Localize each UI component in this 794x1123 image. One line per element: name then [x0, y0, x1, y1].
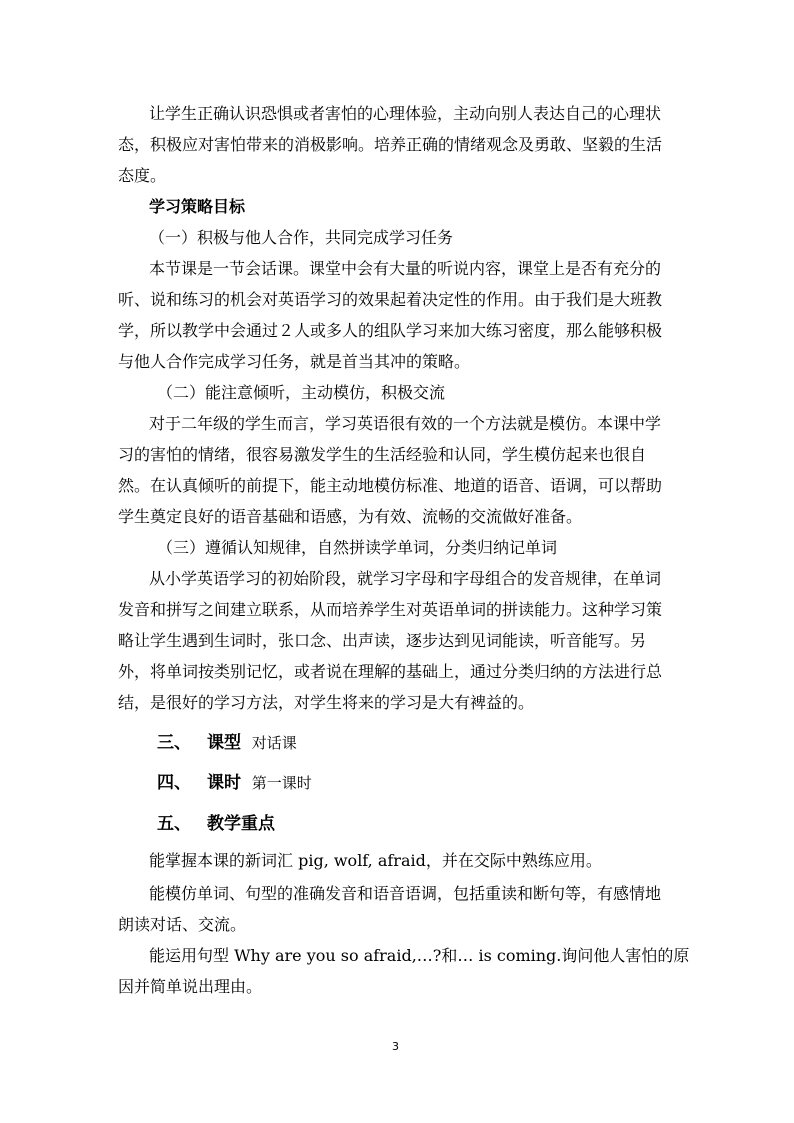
paragraph-line: 态，积极应对害怕带来的消极影响。培养正确的情绪观念及勇敢、坚毅的生活 — [118, 135, 663, 154]
paragraph-line: 能掌握本课的新词汇 pig, wolf, afraid，并在交际中熟练应用。 — [149, 851, 602, 870]
paragraph-line: 学习策略目标 — [149, 197, 246, 216]
paragraph-line: 习的害怕的情绪，很容易激发学生的生活经验和认同，学生模仿起来也很自 — [118, 445, 647, 464]
paragraph-line: 学，所以教学中会通过２人或多人的组队学习来加大练习密度，那么能够积极 — [118, 321, 663, 340]
section-number: 三、 — [157, 733, 191, 753]
paragraph-line: 本节课是一节会话课。课堂中会有大量的听说内容，课堂上是否有充分的 — [149, 259, 662, 278]
section-value: 第一课时 — [247, 774, 312, 792]
paragraph-line: 朗读对话、交流。 — [118, 915, 247, 934]
paragraph-line: 与他人合作完成学习任务，就是首当其冲的策略。 — [118, 352, 471, 371]
paragraph-line: 结，是很好的学习方法，对学生将来的学习是大有裨益的。 — [118, 693, 535, 712]
section-title: 课型 — [207, 733, 241, 753]
section-heading — [157, 773, 312, 793]
paragraph-line: 能模仿单词、句型的准确发音和语音语调，包括重读和断句等，有感情地 — [149, 884, 662, 903]
section-heading — [157, 733, 297, 753]
section-title: 课时 — [207, 773, 241, 793]
paragraph-line: 略让学生遇到生词时，张口念、出声读，逐步达到见词能读，听音能写。另 — [118, 631, 647, 650]
paragraph-line: 然。在认真倾听的前提下，能主动地模仿标准、地道的语音、语调，可以帮助 — [118, 476, 663, 495]
section-heading — [157, 814, 275, 834]
paragraph-line: （一）积极与他人合作，共同完成学习任务 — [149, 228, 454, 247]
paragraph-line: 从小学英语学习的初始阶段，就学习字母和字母组合的发音规律，在单词 — [149, 569, 662, 588]
paragraph-line: 态度。 — [118, 166, 167, 185]
paragraph-line: 外，将单词按类别记忆，或者说在理解的基础上，通过分类归纳的方法进行总 — [118, 662, 663, 681]
paragraph-line: 能运用句型 Why are you so afraid,…?和… is coming.询问他人害怕的原 — [149, 946, 690, 965]
page-number: 3 — [392, 1040, 399, 1053]
section-number: 五、 — [157, 814, 191, 834]
paragraph-line: 听、说和练习的机会对英语学习的效果起着决定性的作用。由于我们是大班教 — [118, 290, 663, 309]
paragraph-line: （二）能注意倾听，主动模仿，积极交流 — [157, 383, 446, 402]
paragraph-line: 让学生正确认识恐惧或者害怕的心理体验，主动向别人表达自己的心理状 — [149, 104, 662, 123]
paragraph-line: 对于二年级的学生而言，学习英语很有效的一个方法就是模仿。本课中学 — [149, 414, 662, 433]
paragraph-line: 因并简单说出理由。 — [118, 977, 263, 996]
section-number: 四、 — [157, 773, 191, 793]
paragraph-line: （三）遵循认知规律，自然拼读学单词，分类归纳记单词 — [157, 538, 558, 557]
paragraph-line: 发音和拼写之间建立联系，从而培养学生对英语单词的拼读能力。这种学习策 — [118, 600, 663, 619]
paragraph-line: 学生奠定良好的语音基础和语感，为有效、流畅的交流做好准备。 — [118, 507, 583, 526]
section-value: 对话课 — [247, 734, 297, 752]
section-title: 教学重点 — [207, 814, 275, 834]
